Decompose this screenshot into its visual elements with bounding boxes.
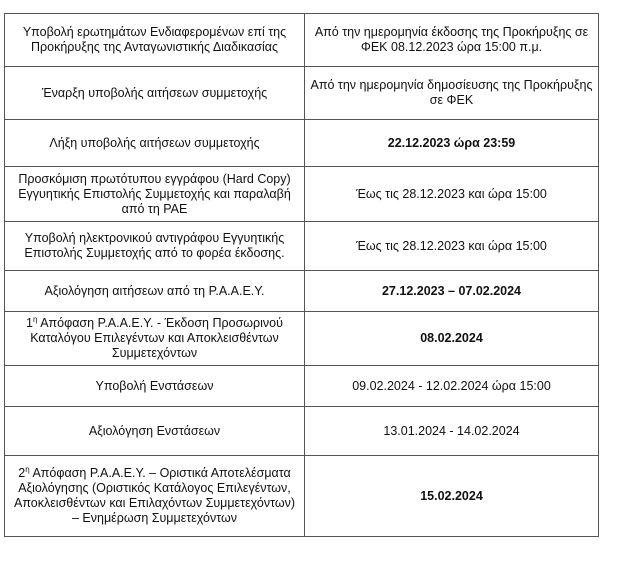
table-row — [5, 456, 599, 537]
event-cell — [5, 456, 305, 537]
date-cell: 27.12.2023 – 07.02.2024 — [305, 271, 599, 312]
date-cell: 22.12.2023 ώρα 23:59 — [305, 120, 599, 167]
date-cell: Έως τις 28.12.2023 και ώρα 15:00 — [305, 167, 599, 222]
table-row — [5, 67, 599, 120]
date-cell: 15.02.2024 — [305, 456, 599, 537]
date-cell: Από την ημερομηνία έκδοσης της Προκήρυξης σε ΦΕΚ 08.12.2023 ώρα 15:00 π.μ. — [305, 14, 599, 67]
event-cell: Αξιολόγηση Ενστάσεων — [5, 407, 305, 456]
ordinal-superscript: η — [32, 314, 38, 324]
ordinal-superscript: η — [25, 464, 30, 474]
event-cell: Υποβολή ηλεκτρονικού αντιγράφου Εγγυητικής Επιστολής Συμμετοχής από το φορέα έκδοσης. — [5, 222, 305, 271]
event-text: Απόφαση Ρ.Α.Α.Ε.Υ. – Οριστικά Αποτελέσματα Αξιολόγησης (Οριστικός Κατάλογος Επιλεγέντων, Αποκλεισθέντων και Επιλαχόντων Συμμετεχόντων) – Ενημέρωση Συμμετεχόντων — [14, 466, 295, 525]
table-row — [5, 14, 599, 67]
table-row — [5, 407, 599, 456]
table-row — [5, 271, 599, 312]
date-cell: 08.02.2024 — [305, 312, 599, 366]
event-cell: Υποβολή Ενστάσεων — [5, 366, 305, 407]
table-row — [5, 366, 599, 407]
event-text: Απόφαση Ρ.Α.Α.Ε.Υ. - Έκδοση Προσωρινού Καταλόγου Επιλεγέντων και Αποκλεισθέντων Συμμετεχόντων — [30, 316, 283, 360]
table-row — [5, 312, 599, 366]
table-row — [5, 120, 599, 167]
date-cell: 13.01.2024 - 14.02.2024 — [305, 407, 599, 456]
event-cell — [5, 312, 305, 366]
date-cell: Από την ημερομηνία δημοσίευσης της Προκήρυξης σε ΦΕΚ — [305, 67, 599, 120]
table-row — [5, 222, 599, 271]
timeline-table — [4, 13, 599, 537]
ordinal-number: 2 — [18, 466, 26, 480]
event-cell: Έναρξη υποβολής αιτήσεων συμμετοχής — [5, 67, 305, 120]
event-cell: Υποβολή ερωτημάτων Ενδιαφερομένων επί της Προκήρυξης της Ανταγωνιστικής Διαδικασίας — [5, 14, 305, 67]
date-cell: Έως τις 28.12.2023 και ώρα 15:00 — [305, 222, 599, 271]
event-cell: Προσκόμιση πρωτότυπου εγγράφου (Hard Copy) Εγγυητικής Επιστολής Συμμετοχής και παραλαβή από τη ΡΑΕ — [5, 167, 305, 222]
event-cell: Αξιολόγηση αιτήσεων από τη Ρ.Α.Α.Ε.Υ. — [5, 271, 305, 312]
event-cell: Λήξη υποβολής αιτήσεων συμμετοχής — [5, 120, 305, 167]
ordinal-number: 1 — [26, 316, 33, 330]
table-row — [5, 167, 599, 222]
date-cell: 09.02.2024 - 12.02.2024 ώρα 15:00 — [305, 366, 599, 407]
